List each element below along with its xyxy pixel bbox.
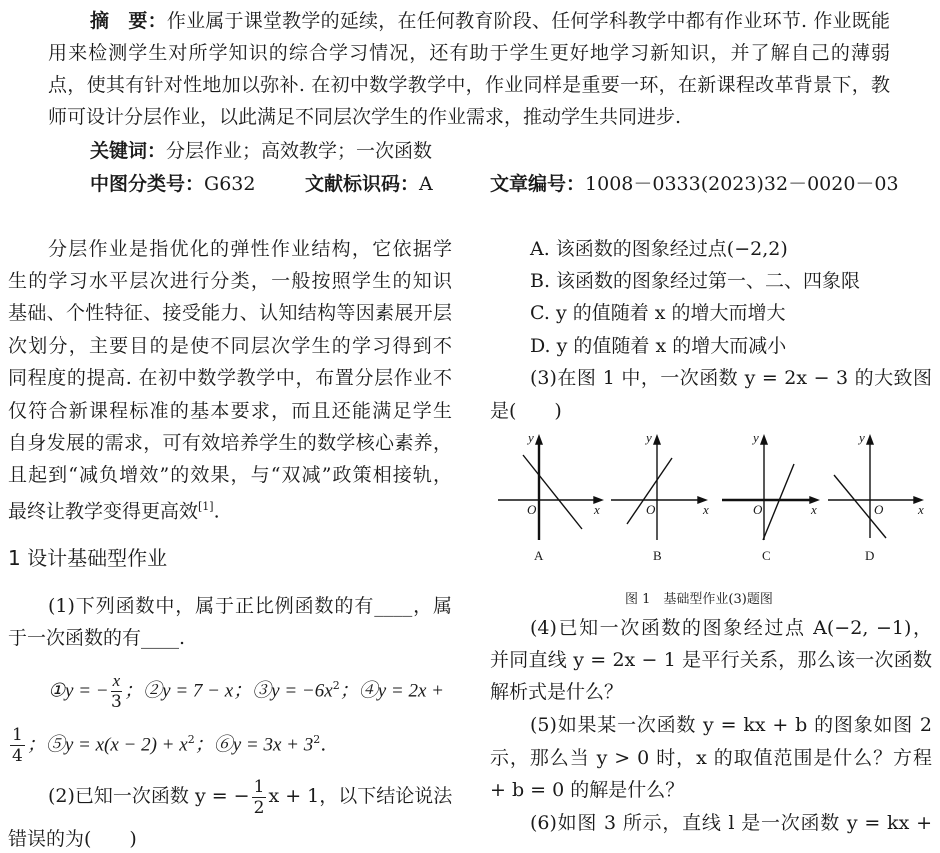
x-axis-label: x bbox=[918, 502, 924, 517]
formula-text: ①y = − bbox=[48, 680, 109, 702]
origin-label: O bbox=[646, 502, 656, 517]
abstract-label: 摘 要： bbox=[90, 10, 167, 32]
question-line: 示，那么当 y > 0 时，x 的取值范围是什么？方程 bbox=[490, 747, 932, 769]
question-text: x + 1，以下结论说法 bbox=[268, 785, 453, 807]
question-line: 解析式是什么？ bbox=[490, 681, 624, 703]
numerator: 1 bbox=[12, 724, 23, 745]
x-axis-label: x bbox=[594, 502, 600, 517]
paragraph-line: 且起到“减负增效”的效果，与“双减”政策相接轨， bbox=[8, 464, 452, 486]
article-value: 1008－0333(2023)32－0020－03 bbox=[585, 173, 899, 195]
origin-label: O bbox=[527, 502, 537, 517]
abstract-line: 用来检测学生对所学知识的综合学习情况，还有助于学生更好地学习新知识，并了解自己的薄弱 bbox=[48, 42, 890, 64]
abstract-line: 师可设计分层作业，以此满足不同层次学生的作业需求，推动学生共同进步. bbox=[48, 106, 682, 128]
option-d: D. y 的值随着 x 的增大而减小 bbox=[530, 335, 787, 357]
graph-label-d: D bbox=[865, 548, 875, 563]
y-axis-label: y bbox=[859, 430, 865, 445]
graph-c bbox=[722, 436, 818, 540]
question-line: 于一次函数的有____. bbox=[8, 627, 186, 649]
question-line: (5)如果某一次函数 y = kx + b 的图象如图 2 bbox=[530, 714, 932, 736]
paragraph-line: 分层作业是指优化的弹性作业结构，它依据学 bbox=[48, 238, 452, 260]
x-axis-label: x bbox=[703, 502, 709, 517]
origin-label: O bbox=[753, 502, 763, 517]
denominator: 3 bbox=[110, 691, 122, 712]
y-axis-label: y bbox=[528, 430, 534, 445]
formula-line: $\frac{1}{4}$ ；⑤y = $x(x - 2) + x^2$；⑥y = $3x + 3^2$. bbox=[12, 724, 327, 766]
paragraph-text: 最终让教学变得更高效 bbox=[8, 500, 199, 523]
question-line: (3)在图 1 中，一次函数 y = 2x − 3 的大致图 bbox=[530, 367, 932, 389]
question-line: (4)已知一次函数的图象经过点 A(−2, −1)， bbox=[530, 617, 932, 639]
doc-value: A bbox=[419, 173, 433, 195]
clc-label: 中图分类号： bbox=[90, 173, 205, 195]
graph-label-c: C bbox=[762, 548, 771, 563]
formula-line: ①y = − $\frac{x}{3}$ ；②y = 7 − x；③y = $-6x^2$；④y = 2x + bbox=[48, 670, 444, 712]
paragraph-line: 基础、个性特征、接受能力、认知结构等因素展开层 bbox=[8, 302, 452, 324]
paragraph-line: 生的学习水平层次进行分类，一般按照学生的知识 bbox=[8, 270, 452, 292]
y-axis-label: y bbox=[646, 430, 652, 445]
y-axis-label: y bbox=[753, 430, 759, 445]
question-line: (1)下列函数中，属于正比例函数的有____，属 bbox=[48, 595, 452, 617]
article-label: 文章编号： bbox=[490, 173, 586, 195]
paragraph-line: 最终让教学变得更高效[1]. bbox=[8, 500, 220, 523]
clc-value: G632 bbox=[204, 173, 256, 195]
graph-a bbox=[498, 436, 602, 540]
option-c: C. y 的值随着 x 的增大而增大 bbox=[530, 302, 786, 324]
graph-label-a: A bbox=[534, 548, 544, 563]
question-line: 错误的为( ) bbox=[8, 828, 137, 850]
graph-b bbox=[611, 436, 706, 540]
numerator: 1 bbox=[253, 776, 265, 797]
graph-label-b: B bbox=[653, 548, 662, 563]
paragraph-line: 同程度的提高. 在初中数学教学中，布置分层作业不 bbox=[8, 367, 452, 389]
option-b: B. 该函数的图象经过第一、二、四象限 bbox=[530, 270, 861, 292]
figure-caption: 图 1 基础型作业(3)题图 bbox=[625, 592, 773, 607]
formula-text: ；⑤y = x(x − 2) + x bbox=[26, 734, 188, 756]
formula-text: ；②y = 7 − x；③y = −6x bbox=[124, 680, 333, 702]
graph-d bbox=[828, 436, 922, 538]
denominator: 2 bbox=[253, 797, 265, 818]
paragraph-line: 仅符合新课程标准的基本要求，而且还能满足学生 bbox=[8, 400, 452, 422]
option-a: A. 该函数的图象经过点(−2,2) bbox=[530, 238, 788, 260]
x-axis-label: x bbox=[811, 502, 817, 517]
keywords-value: 分层作业；高效教学；一次函数 bbox=[166, 140, 433, 162]
numerator: x bbox=[112, 670, 121, 690]
denominator: 4 bbox=[12, 745, 23, 766]
paragraph-line: 次划分，主要目的是使不同层次学生的学习得到不 bbox=[8, 335, 452, 357]
abstract-line: 点，使其有针对性地加以弥补. 在初中数学教学中，作业同样是重要一环，在新课程改革背景下，教 bbox=[48, 74, 890, 96]
keywords-label: 关键词： bbox=[90, 140, 167, 162]
question-text: (2)已知一次函数 y = − bbox=[48, 785, 250, 807]
section-heading: 1 设计基础型作业 bbox=[8, 546, 168, 570]
paragraph-line: 自身发展的需求，可有效培养学生的数学核心素养， bbox=[8, 432, 452, 454]
question-line: + b = 0 的解是什么？ bbox=[490, 779, 685, 801]
question-line: 并同直线 y = 2x − 1 是平行关系，那么该一次函数 bbox=[490, 649, 932, 671]
formula-text: ；④y = 2x + bbox=[339, 680, 444, 702]
origin-label: O bbox=[874, 502, 884, 517]
formula-text: ；⑥y = 3x + 3 bbox=[194, 734, 314, 756]
question-line: 是( ) bbox=[490, 400, 562, 422]
formula-text: . bbox=[320, 733, 327, 756]
doc-label: 文献标识码： bbox=[305, 173, 420, 195]
citation-link[interactable]: [1] bbox=[198, 500, 214, 513]
question-line: (6)如图 3 所示，直线 l 是一次函数 y = kx + bbox=[530, 812, 932, 834]
abstract-text: 作业属于课堂教学的延续，在任何教育阶段、任何学科教学中都有作业环节. 作业既能 bbox=[166, 10, 890, 32]
